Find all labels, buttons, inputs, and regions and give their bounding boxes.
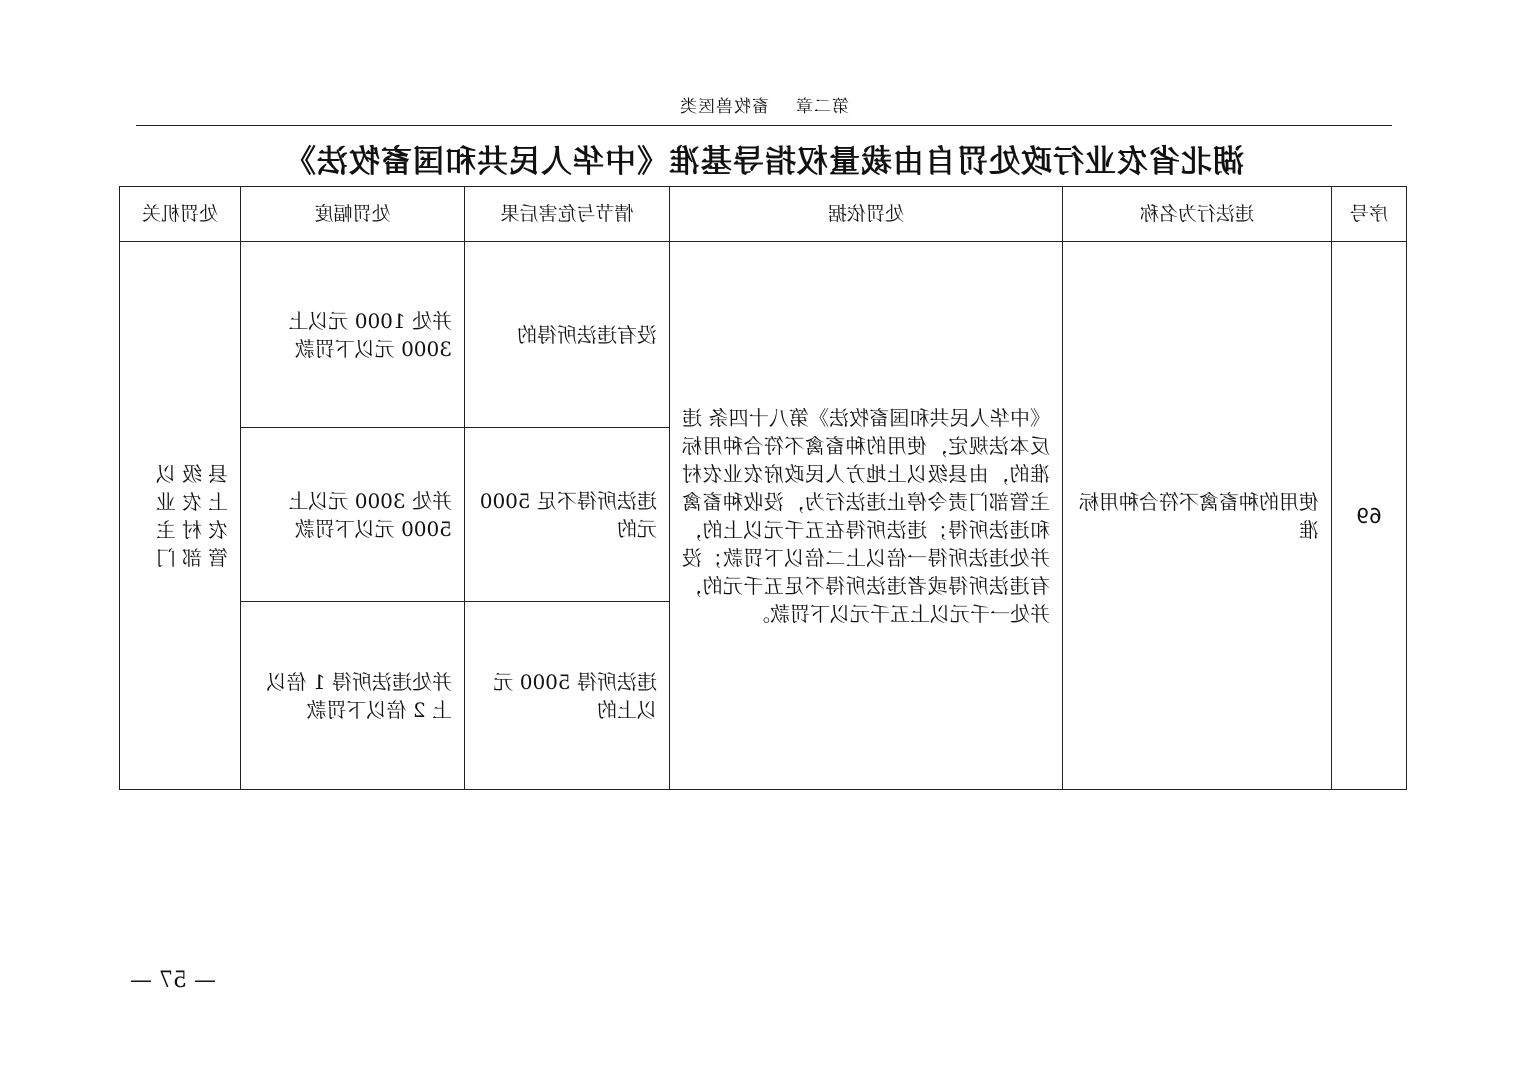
cell-range-tier-2: 并处 3000 元以上 5000 元以下罚款 [241,428,465,602]
section-label: 畜牧兽医类 [679,97,769,117]
cell-range-tier-1: 并处 1000 元以上 3000 元以下罚款 [241,242,465,428]
header-rule [136,125,1392,126]
cell-circumstance-tier-3: 违法所得 5000 元以上的 [465,602,670,790]
header-basis: 处罚依据 [670,187,1063,242]
cell-authority: 县级以上农业农村主管部门 [120,242,241,790]
cell-seq: 69 [1332,242,1407,790]
running-header [0,92,1528,117]
cell-circumstance-tier-2: 违法所得不足 5000 元的 [465,428,670,602]
cell-range-tier-3: 并处违法所得 1 倍以上 2 倍以下罚款 [241,602,465,790]
header-range: 处罚幅度 [241,187,465,242]
table-header-row [120,187,1407,242]
table-row [120,242,1407,428]
penalty-table [119,186,1407,790]
page-number: — 57 — [130,968,216,993]
cell-violation: 使用的种畜禽不符合种用标准 [1063,242,1332,790]
document-title: 湖北省农业行政处罚自由裁量权指导基准《中华人民共和国畜牧法》 [284,144,1244,180]
header-authority: 处罚机关 [120,187,241,242]
cell-circumstance-tier-1: 没有违法所得的 [465,242,670,428]
header-circumstance: 情节与危害后果 [465,187,670,242]
header-seq: 序号 [1332,187,1407,242]
header-violation: 违法行为名称 [1063,187,1332,242]
cell-basis: 《中华人民共和国畜牧法》第八十四条 违反本法规定，使用的种畜禽不符合种用标准的，由县级以上地方人民政府农业农村主管部门责令停止违法行为，没收种畜禽和违法所得；违法所得在五千元以上的，并处违法所得一倍以上二倍以下罚款；没有违法所得或者违法所得不足五千元的，并处一千元以上五千元以下罚款。 [670,242,1063,790]
chapter-label: 第二章 [795,97,849,117]
